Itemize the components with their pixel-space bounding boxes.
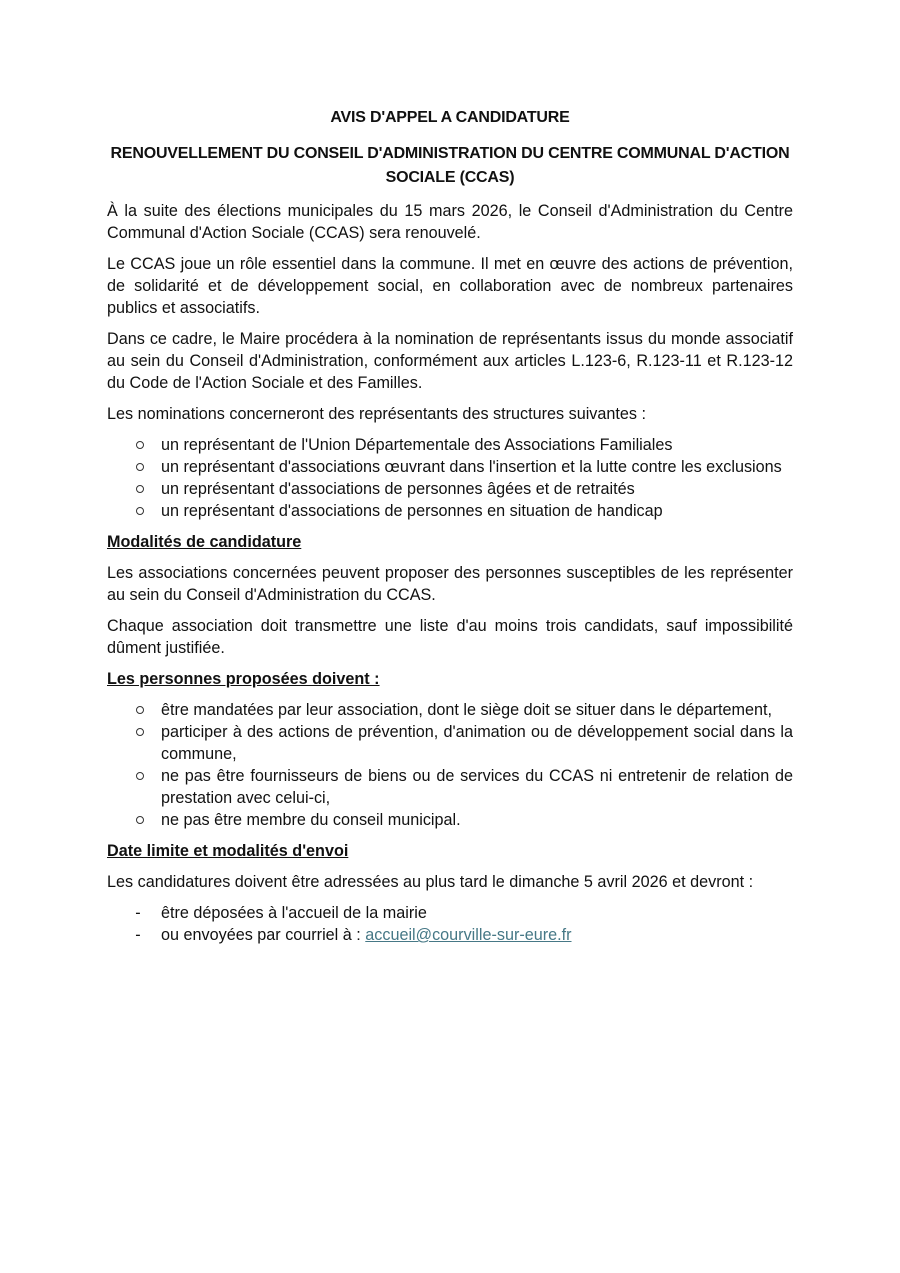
intro-paragraph-4: Les nominations concerneront des représentants des structures suivantes :: [107, 405, 646, 423]
envoi-paragraph: Les candidatures doivent être adressées au plus tard le dimanche 5 avril 2026 et devront :: [107, 873, 754, 891]
dash-bullet-icon: -: [135, 926, 141, 944]
structures-list: [107, 434, 793, 522]
list-item: [107, 699, 793, 721]
dash-bullet-icon: -: [135, 904, 141, 922]
section-heading-personnes: Les personnes proposées doivent :: [107, 670, 380, 688]
intro-paragraph-2: Le CCAS joue un rôle essentiel dans la commune. Il met en œuvre des actions de prévention, de solidarité et de développement social, en collaboration avec de nombreux partenaires publics et associatifs.: [107, 255, 793, 317]
list-item-text: être mandatées par leur association, dont le siège doit se situer dans le département,: [161, 701, 772, 719]
circle-bullet-icon: [134, 456, 146, 478]
circle-bullet-icon: [134, 809, 146, 831]
document-page: [107, 106, 793, 955]
intro-paragraph-1: À la suite des élections municipales du 15 mars 2026, le Conseil d'Administration du Centre Communal d'Action Sociale (CCAS) sera renouvelé.: [107, 202, 793, 242]
document-title: AVIS D'APPEL A CANDIDATURE: [330, 109, 570, 126]
list-item: [107, 478, 793, 500]
modalites-paragraph-2: Chaque association doit transmettre une liste d'au moins trois candidats, sauf impossibilité dûment justifiée.: [107, 617, 793, 657]
circle-bullet-icon: [134, 721, 146, 743]
modalites-paragraph-1: Les associations concernées peuvent proposer des personnes susceptibles de les représenter au sein du Conseil d'Administration du CCAS.: [107, 564, 793, 604]
intro-paragraph-3: Dans ce cadre, le Maire procédera à la nomination de représentants issus du monde associatif au sein du Conseil d'Administration, conformément aux articles L.123-6, R.123-11 et R.123-12 du Code de l'Action Sociale et des Familles.: [107, 330, 793, 392]
list-item-text: un représentant d'associations de personnes âgées et de retraités: [161, 480, 635, 498]
list-item-text: un représentant de l'Union Départementale des Associations Familiales: [161, 436, 673, 454]
section-heading-envoi: Date limite et modalités d'envoi: [107, 842, 349, 860]
circle-bullet-icon: [134, 765, 146, 787]
email-link[interactable]: accueil@courville-sur-eure.fr: [365, 926, 572, 944]
document-subtitle: RENOUVELLEMENT DU CONSEIL D'ADMINISTRATION DU CENTRE COMMUNAL D'ACTION SOCIALE (CCAS): [110, 145, 790, 186]
list-item-text: un représentant d'associations œuvrant dans l'insertion et la lutte contre les exclusions: [161, 458, 782, 476]
list-item: [107, 434, 793, 456]
list-item-text: être déposées à l'accueil de la mairie: [161, 904, 427, 922]
circle-bullet-icon: [134, 500, 146, 522]
list-item: [107, 721, 793, 765]
list-item: [107, 809, 793, 831]
list-item: [107, 456, 793, 478]
section-heading-modalites: Modalités de candidature: [107, 533, 302, 551]
list-item-text: participer à des actions de prévention, d'animation ou de développement social dans la commune,: [161, 723, 793, 763]
list-item: [107, 765, 793, 809]
circle-bullet-icon: [134, 699, 146, 721]
list-item: [107, 924, 793, 946]
list-item-text: ne pas être fournisseurs de biens ou de services du CCAS ni entretenir de relation de prestation avec celui-ci,: [161, 767, 793, 807]
requirements-list: [107, 699, 793, 831]
list-item-text: un représentant d'associations de personnes en situation de handicap: [161, 502, 663, 520]
list-item: [107, 902, 793, 924]
list-item: [107, 500, 793, 522]
circle-bullet-icon: [134, 478, 146, 500]
circle-bullet-icon: [134, 434, 146, 456]
list-item-text: ou envoyées par courriel à :: [161, 926, 366, 944]
submission-list: [107, 902, 793, 946]
list-item-text: ne pas être membre du conseil municipal.: [161, 811, 461, 829]
